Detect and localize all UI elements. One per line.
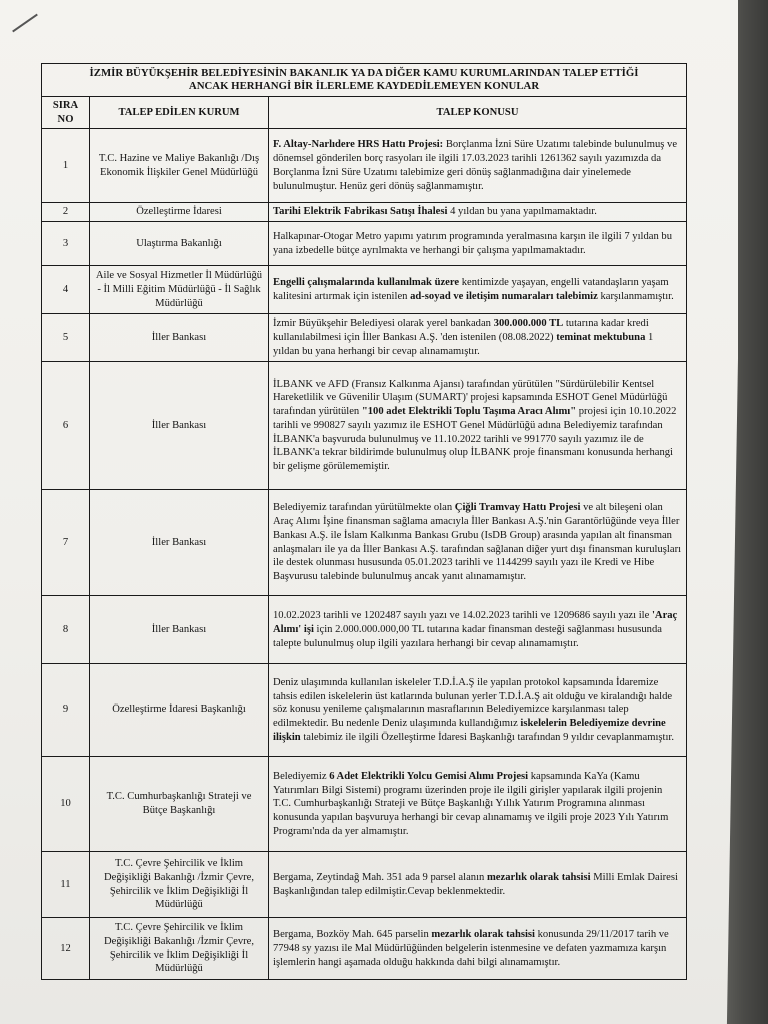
topic-bold: "100 adet Elektrikli Toplu Taşıma Aracı Alımı" — [361, 406, 577, 418]
table-row — [42, 203, 687, 222]
row-topic — [269, 362, 687, 490]
topic-bold: Engelli çalışmalarında kullanılmak üzere — [273, 276, 460, 288]
topic-text: Bergama, Zeytindağ Mah. 351 ada 9 parsel alanın — [273, 871, 487, 883]
topic-text: talebimiz ile ilgili Özelleştirme İdaresi Başkanlığı tarafından 9 yıldır cevaplanmamıştır. — [300, 731, 675, 743]
topic-bold: Çiğli Tramvay Hattı Projesi — [454, 502, 581, 514]
topic-text: için 2.000.000.000,00 TL tutarına kadar finansman desteği sağlanması hususunda talepte bulunulmuş olup ilgili yazılara herhangi bir cevap alınamamıştır. — [273, 623, 662, 649]
row-number: 3 — [42, 222, 90, 266]
table-row — [42, 129, 687, 203]
table-row — [42, 757, 687, 852]
row-topic — [269, 596, 687, 664]
row-institution: T.C. Hazine ve Maliye Bakanlığı /Dış Ekonomik İlişkiler Genel Müdürlüğü — [90, 129, 269, 203]
header-no-line-1: SIRA — [52, 99, 79, 111]
title-line-2: ANCAK HERHANGİ BİR İLERLEME KAYDEDİLEMEYEN KONULAR — [188, 79, 540, 92]
header-topic: TALEP KONUSU — [269, 96, 687, 129]
row-number: 10 — [42, 757, 90, 852]
row-topic — [269, 266, 687, 314]
row-institution: T.C. Çevre Şehircilik ve İklim Değişikliği Bakanlığı /İzmir Çevre, Şehircilik ve İklim Değişikliği İl Müdürlüğü — [90, 852, 269, 918]
header-institution: TALEP EDİLEN KURUM — [90, 96, 269, 129]
topic-text: projesi için 10.10.2022 tarihli ve 990827 sayılı yazımız ile ESHOT Genel Müdürlüğü adına Belediyemiz tarafından İLBANK'a başvuruda bulunulmuş ve 11.10.2022 tarihli ve 991770 sayılı yazımız ile de İLBANK'a tekrar bildirimde bulunulmuş olup İLBANK proje finansmanı konusunda herhangi bir gelişme görülememiştir. — [273, 406, 677, 473]
row-institution: Aile ve Sosyal Hizmetler İl Müdürlüğü - İl Milli Eğitim Müdürlüğü - İl Sağlık Müdürlüğü — [90, 266, 269, 314]
topic-text: konusunda 29/11/2017 tarih ve 77948 sy yazısı ile Mal Müdürlüğünden belgelerin istenmesine ve defaten yazmamıza karşın işlemlerin hangi aşamada olduğu hakkında dahi bilgi alınamamıştır. — [273, 929, 669, 968]
table-row — [42, 222, 687, 266]
topic-bold: ad-soyad ve iletişim numaraları talebimiz — [410, 290, 598, 302]
row-institution: İller Bankası — [90, 490, 269, 596]
topic-bold: Tarihi Elektrik Fabrikası Satışı İhalesi — [273, 206, 448, 218]
topic-text: Belediyemiz tarafından yürütülmekte olan — [273, 502, 455, 514]
row-topic: Halkapınar-Otogar Metro yapımı yatırım programında yeralmasına karşın ile ilgili 7 yıldan bu yana izbedelle bütçe ayrılmakta ve herhangi bir çalışma yapılmamaktadır. — [269, 222, 687, 266]
row-topic — [269, 490, 687, 596]
table-row — [42, 314, 687, 362]
header-row — [42, 96, 687, 129]
table-row — [42, 852, 687, 918]
row-topic — [269, 852, 687, 918]
topic-bold: 300.000.000 TL — [493, 318, 564, 330]
topic-text: Borçlanma İzni Süre Uzatımı talebinde bulunulmuş ve dönemsel gönderilen borç rasyoları ile ilgili 17.03.2023 tarihli 1261362 sayılı yazımızda da Borçlanma İzni Süre Uzatımı talebimize geri dönüş sağlanmadığına dair yinelemede bulunulmuştur. Henüz geri dönüş sağlanmamıştır. — [273, 139, 678, 192]
row-institution: T.C. Çevre Şehircilik ve İklim Değişikliği Bakanlığı /İzmir Çevre, Şehircilik ve İklim Değişikliği İl Müdürlüğü — [90, 918, 269, 980]
topic-text: Bergama, Bozköy Mah. 645 parselin — [273, 929, 432, 941]
topic-text: İLBANK ve AFD (Fransız Kalkınma Ajansı) tarafından yürütülen "Sürdürülebilir Kentsel Hareketlilik ve Güvenilir Ulaşım (SUMART)' projesi kapsamında ESHOT Genel Müdürlüğü tarafından yürütülen — [273, 378, 668, 418]
row-topic — [269, 757, 687, 852]
document-title — [42, 64, 687, 97]
row-topic — [269, 314, 687, 362]
topic-text: 4 yıldan bu yana yapılmamaktadır. — [447, 206, 597, 218]
topic-text: ve alt bileşeni olan Araç Alımı İşine finansman sağlama amacıyla İller Bankası A.Ş.'nin Garantörlüğünde veya İller Bankası A.Ş. ile İslam Kalkınma Bankası Grubu (IsDB Group) arasında yapılan alt finansman anlaşmaları ile ya da İller Bankası A.Ş. tarafından sağlanan diğer yurt dışı finansman kuruluşları ile destek olunması hususunda 05.01.2023 tarihli ve 1144299 sayılı yazı ile Kredi ve Hibe Başvurusu talebinde bulunulmuş ancak yanıt alınamamıştır. — [273, 502, 682, 583]
topic-text: 10.02.2023 tarihli ve 1202487 sayılı yazı ve 14.02.2023 tarihli ve 1209686 sayılı yazı ile — [273, 610, 652, 622]
topic-bold: 6 Adet Elektrikli Yolcu Gemisi Alımı Projesi — [329, 770, 529, 782]
topic-text: İzmir Büyükşehir Belediyesi olarak yerel bankadan — [273, 318, 494, 330]
topic-text: 1 yıldan bu yana herhangi bir cevap alınamamıştır. — [273, 331, 654, 357]
requests-table — [41, 63, 687, 980]
table-row — [42, 490, 687, 596]
row-number: 12 — [42, 918, 90, 980]
table-row — [42, 596, 687, 664]
topic-text: Milli Emlak Dairesi Başkanlığından talep edilmiştir.Cevap beklenmektedir. — [273, 871, 678, 897]
table-row — [42, 266, 687, 314]
table-row — [42, 664, 687, 757]
topic-bold: teminat mektubuna — [556, 331, 646, 343]
topic-bold: 'Araç Alımı' işi — [273, 610, 678, 635]
topic-text: Belediyemiz — [273, 770, 330, 782]
row-number: 1 — [42, 129, 90, 203]
row-number: 6 — [42, 362, 90, 490]
topic-text: kentimizde yaşayan, engelli vatandaşların yaşam kalitesini artırmak için istenilen — [273, 276, 669, 302]
header-no — [42, 96, 90, 129]
row-number: 5 — [42, 314, 90, 362]
row-institution: İller Bankası — [90, 362, 269, 490]
table-row — [42, 918, 687, 980]
row-institution: İller Bankası — [90, 596, 269, 664]
topic-text: kapsamında KaYa (Kamu Yatırımları Bilgi Sistemi) programı üzerinden proje ile ilgili girişler yapılarak ilgili projenin T.C. Cumhurbaşkanlığı Strateji ve Bütçe Başkanlığı Yıllık Yatırım Programına alınması konusunda yapılan başvuruya herhangi bir cevap alınamamış ve ilgili proje 2023 Yılı Yatırım Programı'nda da yer almamıştır. — [273, 770, 669, 837]
topic-text: tutarına kadar kredi kullanılabilmesi için İller Bankası A.Ş. 'den istenilen (08.08.2022) — [273, 318, 649, 343]
topic-bold: mezarlık olarak tahsisi — [486, 871, 591, 883]
row-number: 9 — [42, 664, 90, 757]
topic-bold: F. Altay-Narlıdere HRS Hattı Projesi: — [273, 139, 444, 151]
header-no-line-2: NO — [57, 113, 74, 125]
row-number: 2 — [42, 203, 90, 222]
row-topic — [269, 664, 687, 757]
row-institution: T.C. Cumhurbaşkanlığı Strateji ve Bütçe Başkanlığı — [90, 757, 269, 852]
row-topic — [269, 918, 687, 980]
topic-text: Deniz ulaşımında kullanılan iskeleler T.D.İ.A.Ş ile yapılan protokol kapsamında İdaremize tahsis edilen iskelelerin üst katlarında bulunan yerler T.D.İ.A.Ş ait olduğu ve kiralandığı halde söz konusu yenileme çalışmalarının masraflarının Belediyemizce karşılanması talep edilmektedir. Bu nedenle Deniz ulaşımında kullandığımız — [273, 676, 673, 730]
row-institution: İller Bankası — [90, 314, 269, 362]
row-number: 4 — [42, 266, 90, 314]
row-number: 7 — [42, 490, 90, 596]
topic-text: karşılanmamıştır. — [597, 290, 674, 302]
topic-bold: mezarlık olarak tahsisi — [431, 929, 535, 941]
row-institution: Özelleştirme İdaresi Başkanlığı — [90, 664, 269, 757]
table-row — [42, 362, 687, 490]
title-line-1: İZMİR BÜYÜKŞEHİR BELEDİYESİNİN BAKANLIK YA DA DİĞER KAMU KURUMLARINDAN TALEP ETTİĞİ — [89, 67, 639, 79]
row-topic — [269, 203, 687, 222]
row-institution: Ulaştırma Bakanlığı — [90, 222, 269, 266]
row-number: 11 — [42, 852, 90, 918]
row-number: 8 — [42, 596, 90, 664]
row-institution: Özelleştirme İdaresi — [90, 203, 269, 222]
row-topic — [269, 129, 687, 203]
title-row — [42, 64, 687, 97]
topic-bold: iskelelerin Belediyemize devrine ilişkin — [273, 718, 666, 743]
